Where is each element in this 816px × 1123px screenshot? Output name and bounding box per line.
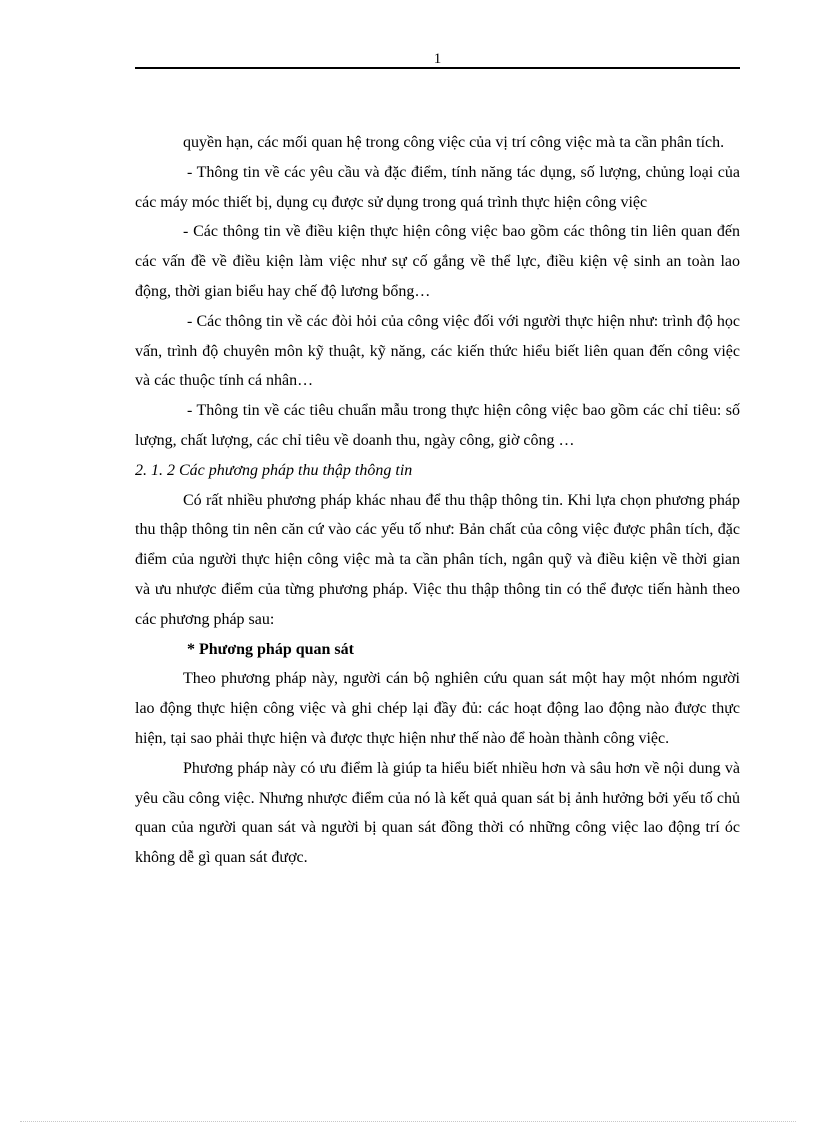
paragraph-working-conditions: - Các thông tin về điều kiện thực hiện công việc bao gồm các thông tin liên quan đến các vấn đề về điều kiện làm việc như sự cố gắng về thể lực, điều kiện vệ sinh an toàn lao động, thời gian biểu hay chế độ lương bổng… [135,223,740,300]
page-bottom-edge [20,1121,796,1122]
paragraph-equipment-info: - Thông tin về các yêu cầu và đặc điểm, tính năng tác dụng, số lượng, chủng loại của các máy móc thiết bị, dụng cụ được sử dụng trong quá trình thực hiện công việc [135,163,740,211]
page-number: 1 [433,51,442,67]
header-rule [135,67,740,69]
section-heading: 2. 1. 2 Các phương pháp thu thập thông tin [135,461,413,479]
paragraph-collection-methods-intro: Có rất nhiều phương pháp khác nhau để thu thập thông tin. Khi lựa chọn phương pháp thu thập thông tin nên căn cứ vào các yếu tố như: Bản chất của công việc được phân tích, đặc điểm của người thực hiện công việc mà ta cần phân tích, ngân quỹ và điều kiện về thời gian và ưu nhược điểm của từng phương pháp. Việc thu thập thông tin có thể được tiến hành theo các phương pháp sau: [135,491,740,628]
paragraph-observation-method: Theo phương pháp này, người cán bộ nghiên cứu quan sát một hay một nhóm người lao động thực hiện công việc và ghi chép lại đầy đủ: các hoạt động lao động nào được thực hiện, tại sao phải thực hiện và được thực hiện như thế nào để hoàn thành công việc. [135,670,740,747]
method-heading-observation: * Phương pháp quan sát [187,640,354,658]
paragraph-observation-pros-cons: Phương pháp này có ưu điểm là giúp ta hiểu biết nhiều hơn và sâu hơn về nội dung và yêu cầu công việc. Nhưng nhược điểm của nó là kết quả quan sát bị ảnh hưởng bởi yếu tố chủ quan của người quan sát và người bị quan sát đồng thời có những công việc lao động trí óc không dễ gì quan sát được. [135,759,740,867]
paragraph-worker-requirements: - Các thông tin về các đòi hỏi của công việc đối với người thực hiện như: trình độ học vấn, trình độ chuyên môn kỹ thuật, kỹ năng, các kiến thức hiểu biết liên quan đến công việc và các thuộc tính cá nhân… [135,312,740,390]
paragraph-performance-standards: - Thông tin về các tiêu chuẩn mẫu trong thực hiện công việc bao gồm các chỉ tiêu: số lượng, chất lượng, các chỉ tiêu về doanh thu, ngày công, giờ công … [135,402,740,449]
paragraph-duties-continued: quyền hạn, các mối quan hệ trong công việc của vị trí công việc mà ta cần phân tích. [183,134,725,151]
body-text [135,128,740,873]
